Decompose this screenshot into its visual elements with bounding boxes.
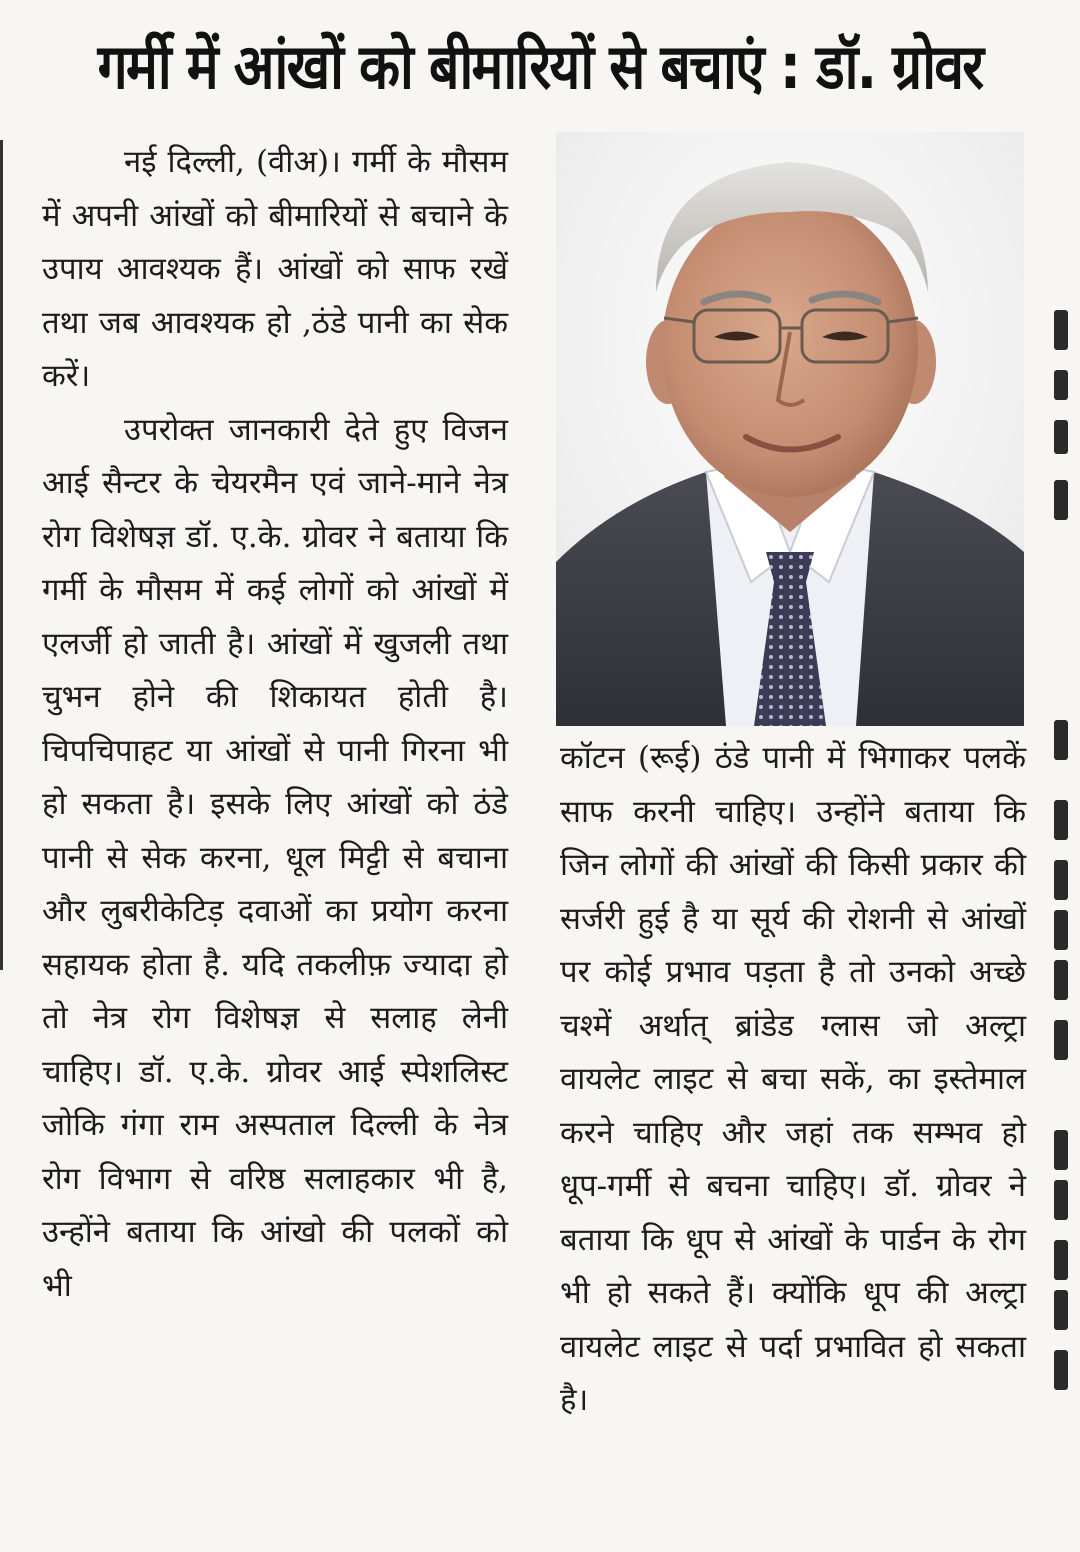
edge-fragment <box>1054 1020 1068 1060</box>
edge-fragment <box>1054 370 1068 400</box>
right-paragraph-1: कॉटन (रूई) ठंडे पानी में भिगाकर पलकें साफ करनी चाहिए। उन्होंने बताया कि जिन लोगों की आंखों की किसी प्रकार की सर्जरी हुई है या सूर्य की रोशनी से आंखों पर कोई प्रभाव पड़ता है तो उनको अच्छे चश्में अर्थात् ब्रांडेड ग्लास जो अल्ट्रा वायलेट लाइट से बचा सकें, का इस्तेमाल करने चाहिए और जहां तक सम्भव हो धूप-गर्मी से बचना चाहिए। डॉ. ग्रोवर ने बताया कि धूप से आंखों के पार्डन के रोग भी हो सकते हैं। क्योंकि धूप की अल्ट्रा वायलेट लाइट से पर्दा प्रभावित हो सकता है। <box>560 740 1026 1418</box>
edge-fragment <box>1054 1350 1068 1390</box>
edge-fragment <box>1054 960 1068 1000</box>
edge-fragment <box>1054 720 1068 760</box>
left-paragraph-1: नई दिल्ली, (वीअ)। गर्मी के मौसम में अपनी आंखों को बीमारियों से बचाने के उपाय आवश्यक हैं। आंखों को साफ रखें तथा जब आवश्यक हो ,ठंडे पानी का सेक करें। <box>42 144 508 394</box>
edge-fragment <box>1054 1240 1068 1280</box>
left-column <box>42 136 508 1313</box>
article-headline: गर्मी में आंखों को बीमारियों से बचाएं : डॉ. ग्रोवर <box>97 30 983 103</box>
edge-fragment <box>1054 1180 1068 1220</box>
right-column <box>560 732 1026 1428</box>
edge-fragment <box>1054 860 1068 900</box>
edge-fragment <box>1054 480 1068 520</box>
edge-fragment <box>1054 910 1068 950</box>
edge-fragment <box>1054 800 1068 840</box>
edge-fragment <box>1054 1290 1068 1330</box>
edge-fragment <box>1054 310 1068 350</box>
edge-fragment <box>1054 1130 1068 1170</box>
edge-fragment <box>1054 420 1068 454</box>
portrait-photo <box>556 132 1024 726</box>
adjacent-column-edge <box>1044 120 1080 1552</box>
left-paragraph-2: उपरोक्त जानकारी देते हुए विजन आई सैन्टर के चेयरमैन एवं जाने-माने नेत्र रोग विशेषज्ञ डॉ. ए.के. ग्रोवर ने बताया कि गर्मी के मौसम में कई लोगों को आंखों में एलर्जी हो जाती है। आंखों में खुजली तथा चुभन होने की शिकायत होती है। चिपचिपाहट या आंखों से पानी गिरना भी हो सकता है। इसके लिए आंखों को ठंडे पानी से सेक करना, धूल मिट्टी से बचाना और लुबरीकेटिड़ दवाओं का प्रयोग करना सहायक होता है. यदि तकलीफ़ ज्यादा हो तो नेत्र रोग विशेषज्ञ से सलाह लेनी चाहिए। डॉ. ए.के. ग्रोवर आई स्पेशलिस्ट जोकि गंगा राम अस्पताल दिल्ली के नेत्र रोग विभाग से वरिष्ठ सलाहकार भी है, उन्होंने बताया कि आंखो की पलकों को भी <box>42 411 508 1304</box>
column-divider <box>0 140 3 970</box>
